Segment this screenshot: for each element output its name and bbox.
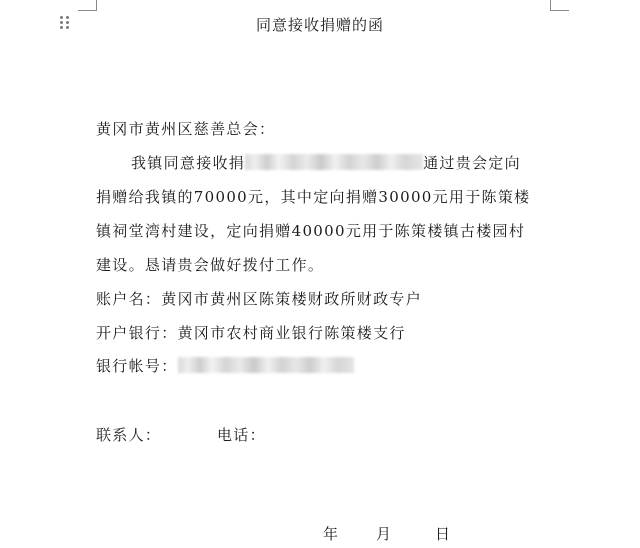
body-line-1-start: 我镇同意接收捐 [131, 154, 246, 172]
account-number [96, 355, 354, 376]
body-line-4: 建设。恳请贵会做好拨付工作。 [96, 256, 325, 274]
page-corner-top-left [78, 0, 97, 11]
bank-name: 开户银行：黄冈市农村商业银行陈策楼支行 [96, 324, 406, 342]
body-line-1-end: 通过贵会定向 [423, 154, 521, 172]
date-day: 日 [435, 525, 452, 543]
date-month: 月 [376, 525, 393, 543]
document-title: 同意接收捐赠的函 [255, 16, 384, 34]
contact-label: 联系人： [96, 426, 162, 444]
body-line-2: 捐赠给我镇的70000元，其中定向捐赠30000元用于陈策楼 [96, 188, 531, 206]
phone-label: 电话： [217, 426, 266, 444]
account-number-label: 银行帐号： [96, 357, 178, 375]
redacted-account-number [178, 357, 354, 373]
date-year: 年 [323, 525, 340, 543]
body-line-3: 镇祠堂湾村建设，定向捐赠40000元用于陈策楼镇古楼园村 [96, 222, 526, 240]
account-name: 账户名：黄冈市黄州区陈策楼财政所财政专户 [96, 290, 423, 308]
salutation: 黄冈市黄州区慈善总会： [96, 120, 276, 138]
page-corner-top-right [550, 0, 569, 11]
redacted-donor-name [245, 154, 423, 170]
body-line-1 [131, 152, 521, 173]
